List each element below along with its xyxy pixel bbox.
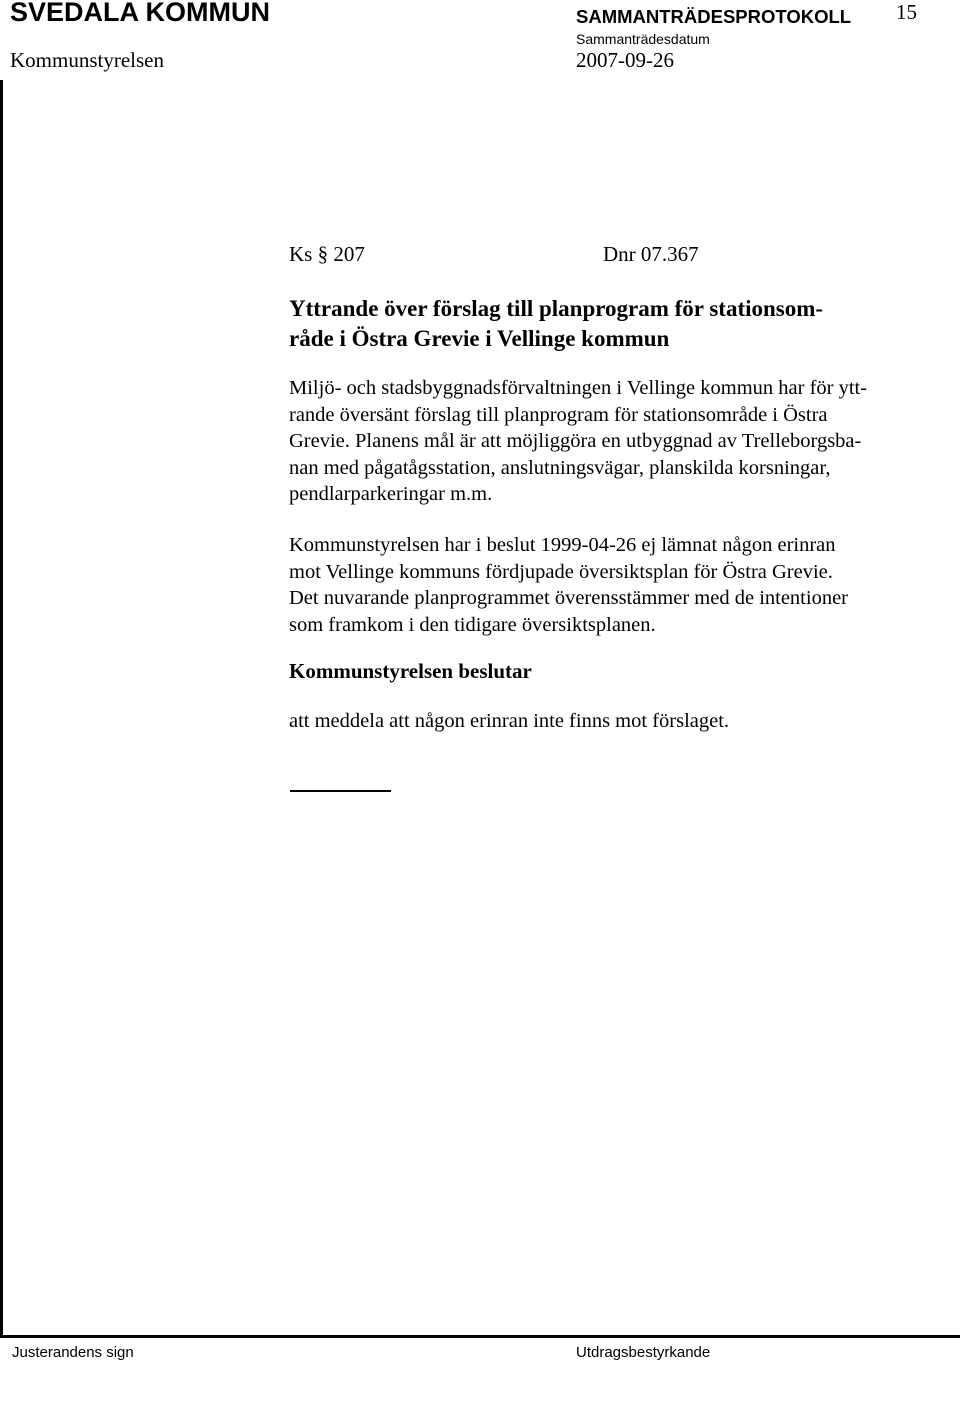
extract-certification-label: Utdragsbestyrkande: [576, 1344, 711, 1361]
signature-label: Justerandens sign: [12, 1344, 134, 1361]
paragraph-line: nan med pågatågsstation, anslutningsvägar, planskilda korsningar,: [289, 456, 831, 479]
paragraph-line: Miljö- och stadsbyggnadsförvaltningen i Vellinge kommun har för ytt-: [289, 377, 868, 399]
section-end-rule: [290, 790, 391, 792]
page-number: 15: [896, 0, 917, 24]
document-type: SAMMANTRÄDESPROTOKOLL: [576, 6, 852, 27]
paragraph-line: som framkom i den tidigare översiktsplanen.: [289, 613, 656, 636]
title-line: råde i Östra Grevie i Vellinge kommun: [289, 326, 670, 351]
left-margin-line: [0, 80, 3, 1335]
paragraph-line: rande översänt förslag till planprogram för stationsområde i Östra: [289, 403, 828, 426]
title-line: Yttrande över förslag till planprogram för stationsom-: [289, 296, 824, 321]
meeting-date-value: 2007-09-26: [576, 48, 674, 72]
organization-name: SVEDALA KOMMUN: [10, 0, 270, 27]
body-name: Kommunstyrelsen: [10, 48, 164, 72]
decision-text: att meddela att någon erinran inte finns mot förslaget.: [289, 710, 730, 732]
paragraph-line: Grevie. Planens mål är att möjliggöra en utbyggnad av Trelleborgsba-: [289, 430, 862, 452]
case-paragraph-number: Ks § 207: [289, 242, 365, 266]
footer-divider: [0, 1335, 960, 1338]
meeting-date-label: Sammanträdesdatum: [576, 31, 710, 47]
decision-heading: Kommunstyrelsen beslutar: [289, 659, 532, 683]
paragraph-line: Det nuvarande planprogrammet överensstämmer med de intentioner: [289, 587, 848, 609]
paragraph-line: mot Vellinge kommuns fördjupade översiktsplan för Östra Grevie.: [289, 560, 833, 583]
paragraph-background: [289, 375, 867, 508]
case-registration-number: Dnr 07.367: [603, 242, 699, 266]
paragraph-line: Kommunstyrelsen har i beslut 1999-04-26 ej lämnat någon erinran: [289, 534, 836, 556]
item-title: [289, 294, 823, 354]
paragraph-previous-decision: [289, 532, 848, 638]
paragraph-line: pendlarparkeringar m.m.: [289, 483, 493, 505]
